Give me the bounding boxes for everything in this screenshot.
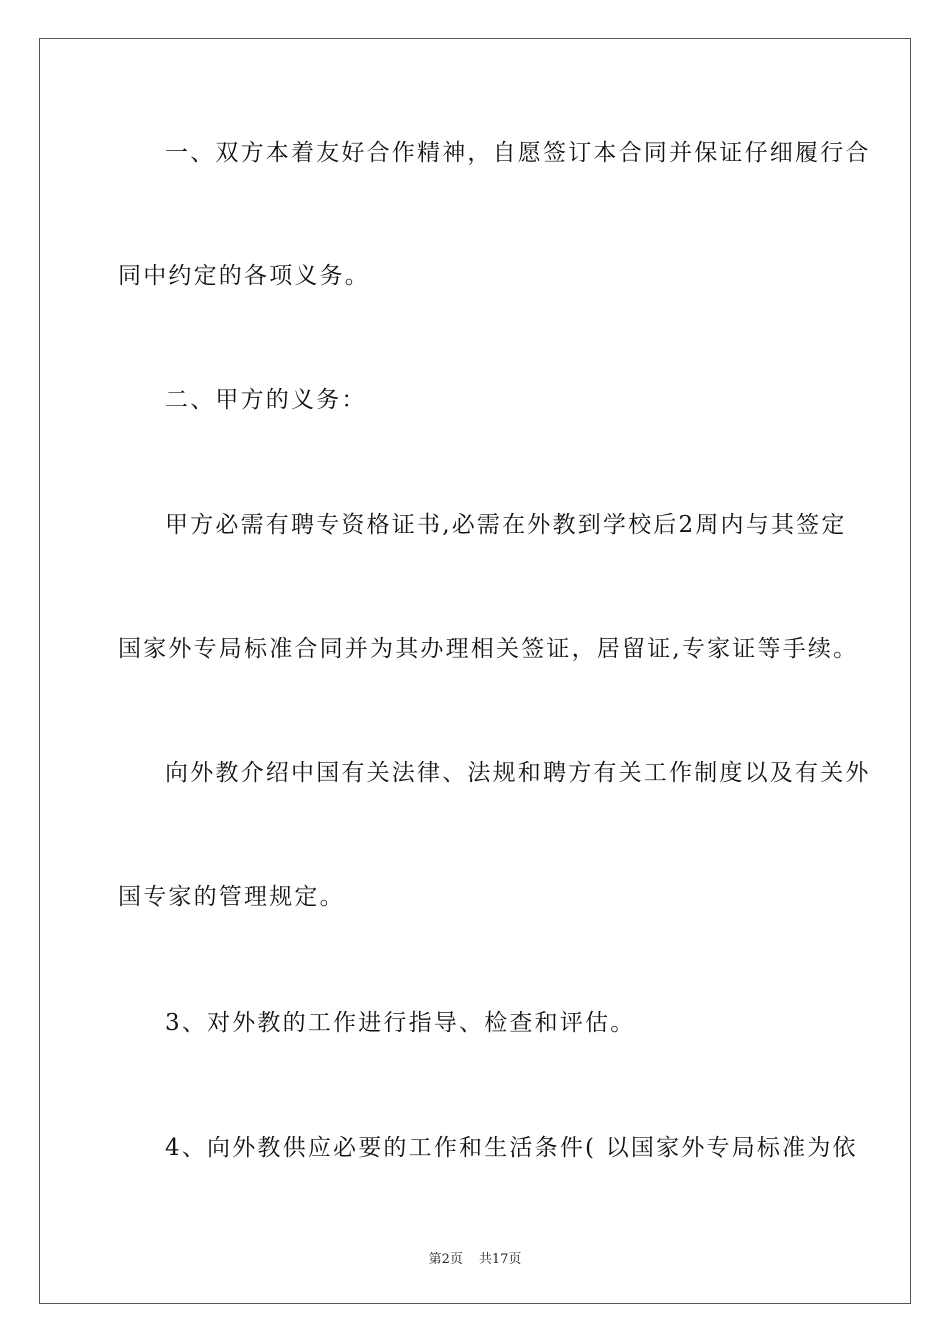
paragraph-line: 3、对外教的工作进行指导、检查和评估。 [165, 1010, 636, 1036]
paragraph-line: 甲方必需有聘专资格证书,必需在外教到学校后2周内与其签定 [165, 512, 847, 538]
page-total: 共17页 [478, 1252, 522, 1267]
page-footer [0, 1248, 950, 1267]
paragraph-line: 国家外专局标准合同并为其办理相关签证，居留证,专家证等手续。 [118, 636, 859, 662]
paragraph-line: 向外教介绍中国有关法律、法规和聘方有关工作制度以及有关外 [165, 760, 871, 786]
section-heading: 二、甲方的义务： [165, 387, 367, 413]
paragraph-line: 一、双方本着友好合作精神，自愿签订本合同并保证仔细履行合 [165, 140, 871, 166]
paragraph-line: 同中约定的各项义务。 [118, 263, 370, 289]
paragraph-line: 国专家的管理规定。 [118, 884, 345, 910]
page-number: 第2页 [428, 1252, 463, 1267]
paragraph-line: 4、向外教供应必要的工作和生活条件( 以国家外专局标准为依 [165, 1135, 858, 1161]
page-border [39, 38, 911, 1304]
